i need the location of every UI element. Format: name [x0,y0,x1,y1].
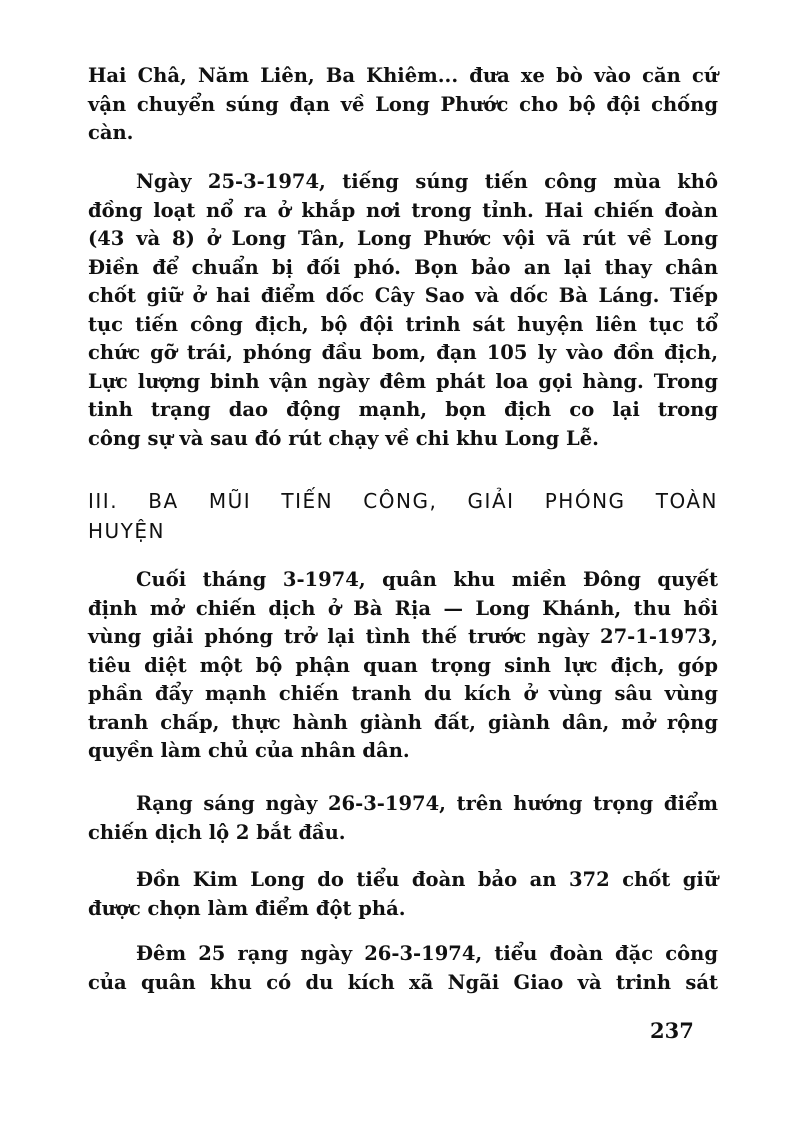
paragraph-6 [88,940,718,997]
text-line: Đêm 25 rạng ngày 26-3-1974, tiểu đoàn đặc công [136,942,718,965]
text-line: Cuối tháng 3-1974, quân khu miền Đông quyết [136,568,718,591]
paragraph-1 [88,62,718,148]
text-line: phần đẩy mạnh chiến tranh du kích ở vùng sâu vùng [88,682,718,705]
text-line: Điền để chuẩn bị đối phó. Bọn bảo an lại thay chân [88,255,718,279]
text-line: được chọn làm điểm đột phá. [88,896,406,920]
text-line: quyền làm chủ của nhân dân. [88,739,410,762]
text-line: tiêu diệt một bộ phận quan trọng sinh lực địch, góp [88,653,718,677]
text-line: chức gỡ trái, phóng đầu bom, đạn 105 ly vào đồn địch, [88,341,718,364]
text-line: Đồn Kim Long do tiểu đoàn bảo an 372 chốt giữ [136,868,718,891]
text-line: tục tiến công địch, bộ đội trinh sát huyện liên tục tổ [88,312,718,336]
page-number: 237 [650,1018,694,1043]
paragraph-5 [88,866,718,923]
text-line: công sự và sau đó rút chạy về chi khu Long Lễ. [88,426,599,450]
heading-line: III. BA MŨI TIẾN CÔNG, GIẢI PHÓNG TOÀN [88,489,718,513]
text-line: càn. [88,121,134,144]
paragraph-4 [88,790,718,847]
text-line: Ngày 25-3-1974, tiếng súng tiến công mùa khô [136,170,718,193]
text-line: chiến dịch lộ 2 bắt đầu. [88,820,346,844]
paragraph-3 [88,566,718,766]
text-line: vùng giải phóng trở lại tình thế trước ngày 27-1-1973, [88,625,718,648]
paragraph-2 [88,168,718,453]
text-line: vận chuyển súng đạn về Long Phước cho bộ đội chống [88,92,718,116]
heading-line: HUYỆN [88,519,165,543]
section-heading [88,486,718,546]
text-line: Lực lượng binh vận ngày đêm phát loa gọi hàng. Trong [88,369,718,393]
text-line: Rạng sáng ngày 26-3-1974, trên hướng trọng điểm [136,792,718,815]
text-line: đồng loạt nổ ra ở khắp nơi trong tỉnh. Hai chiến đoàn [88,198,718,222]
text-line: định mở chiến dịch ở Bà Rịa — Long Khánh, thu hồi [88,596,718,620]
text-line: tranh chấp, thực hành giành đất, giành dân, mở rộng [88,710,718,734]
text-line: chốt giữ ở hai điểm dốc Cây Sao và dốc Bà Láng. Tiếp [88,284,718,307]
text-line: tinh trạng dao động mạnh, bọn địch co lại trong [88,398,718,421]
text-line: Hai Châ, Năm Liên, Ba Khiêm... đưa xe bò vào căn cứ [88,64,718,87]
text-line: (43 và 8) ở Long Tân, Long Phước vội vã rút về Long [88,227,718,250]
text-line: của quân khu có du kích xã Ngãi Giao và trinh sát [88,970,718,994]
